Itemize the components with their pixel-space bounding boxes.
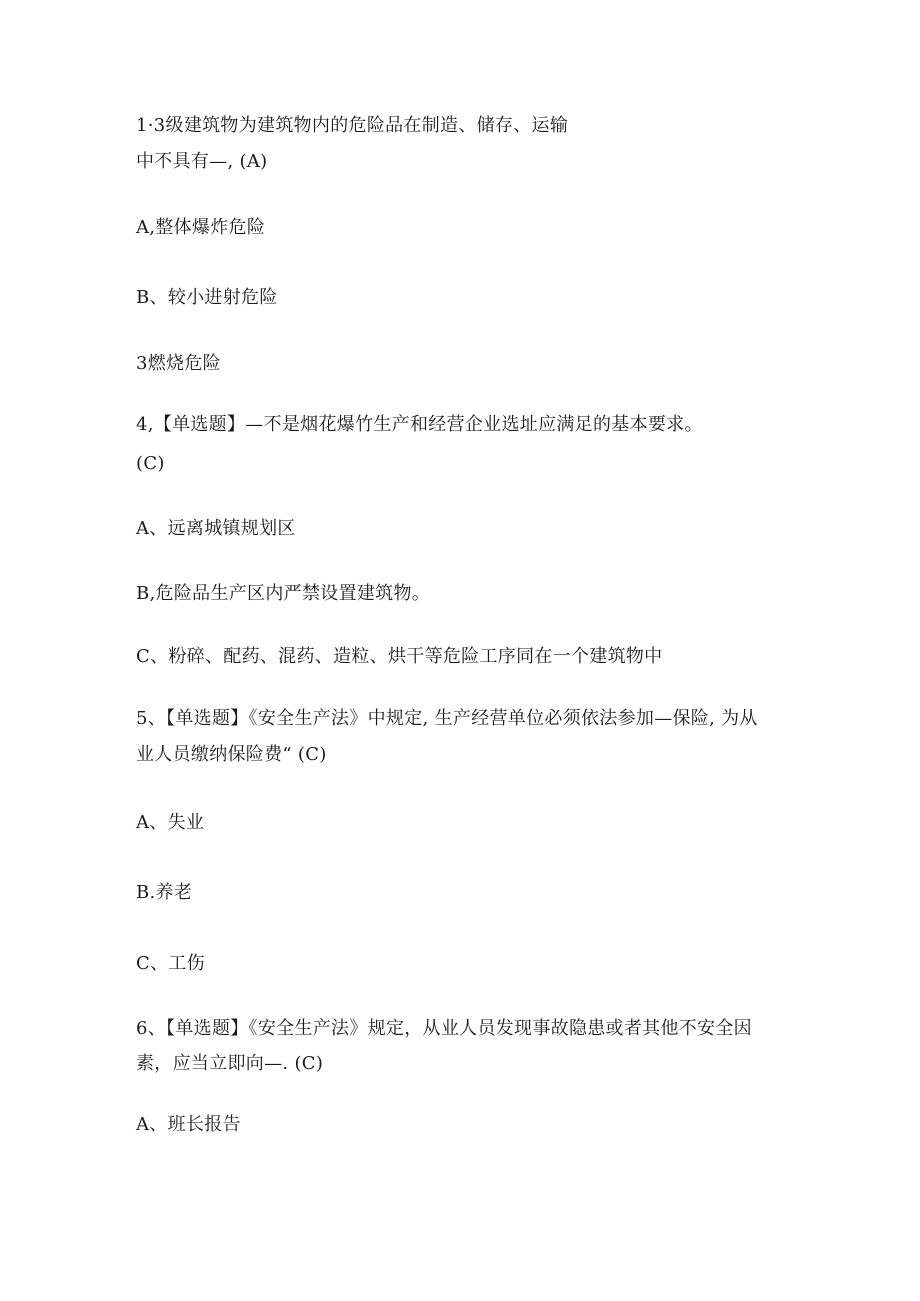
answer-option: B,危险品生产区内严禁设置建筑物。 <box>136 583 431 604</box>
question-stem-line: 业人员缴纳保险费“ (C) <box>136 744 327 765</box>
answer-option: C、工伤 <box>136 953 205 974</box>
answer-option: 3燃烧危险 <box>136 353 221 374</box>
answer-option: A、失业 <box>136 812 205 833</box>
answer-option: A、班长报告 <box>136 1114 241 1135</box>
answer-option: B、较小进射危险 <box>136 287 278 308</box>
answer-option: A,整体爆炸危险 <box>136 217 266 238</box>
question-stem-line: 6、【单选题】《安全生产法》规定，从业人员发现事故隐患或者其他不安全因 <box>136 1018 752 1039</box>
question-stem-line: 素，应当立即向—. (C) <box>136 1053 324 1074</box>
question-stem-line: (C) <box>136 453 165 474</box>
answer-option: B.养老 <box>136 882 193 903</box>
answer-option: C、粉碎、配药、混药、造粒、烘干等危险工序同在一个建筑物中 <box>136 646 663 667</box>
question-stem-line: 4,【单选题】—不是烟花爆竹生产和经营企业选址应满足的基本要求。 <box>136 414 703 435</box>
answer-option: A、远离城镇规划区 <box>136 518 296 539</box>
question-stem-line: 1·3级建筑物为建筑物内的危险品在制造、储存、运输 <box>136 115 569 136</box>
question-stem-line: 5、【单选题】《安全生产法》中规定, 生产经营单位必须依法参加—保险, 为从 <box>136 708 758 729</box>
question-stem-line: 中不具有—, (A) <box>136 151 268 172</box>
